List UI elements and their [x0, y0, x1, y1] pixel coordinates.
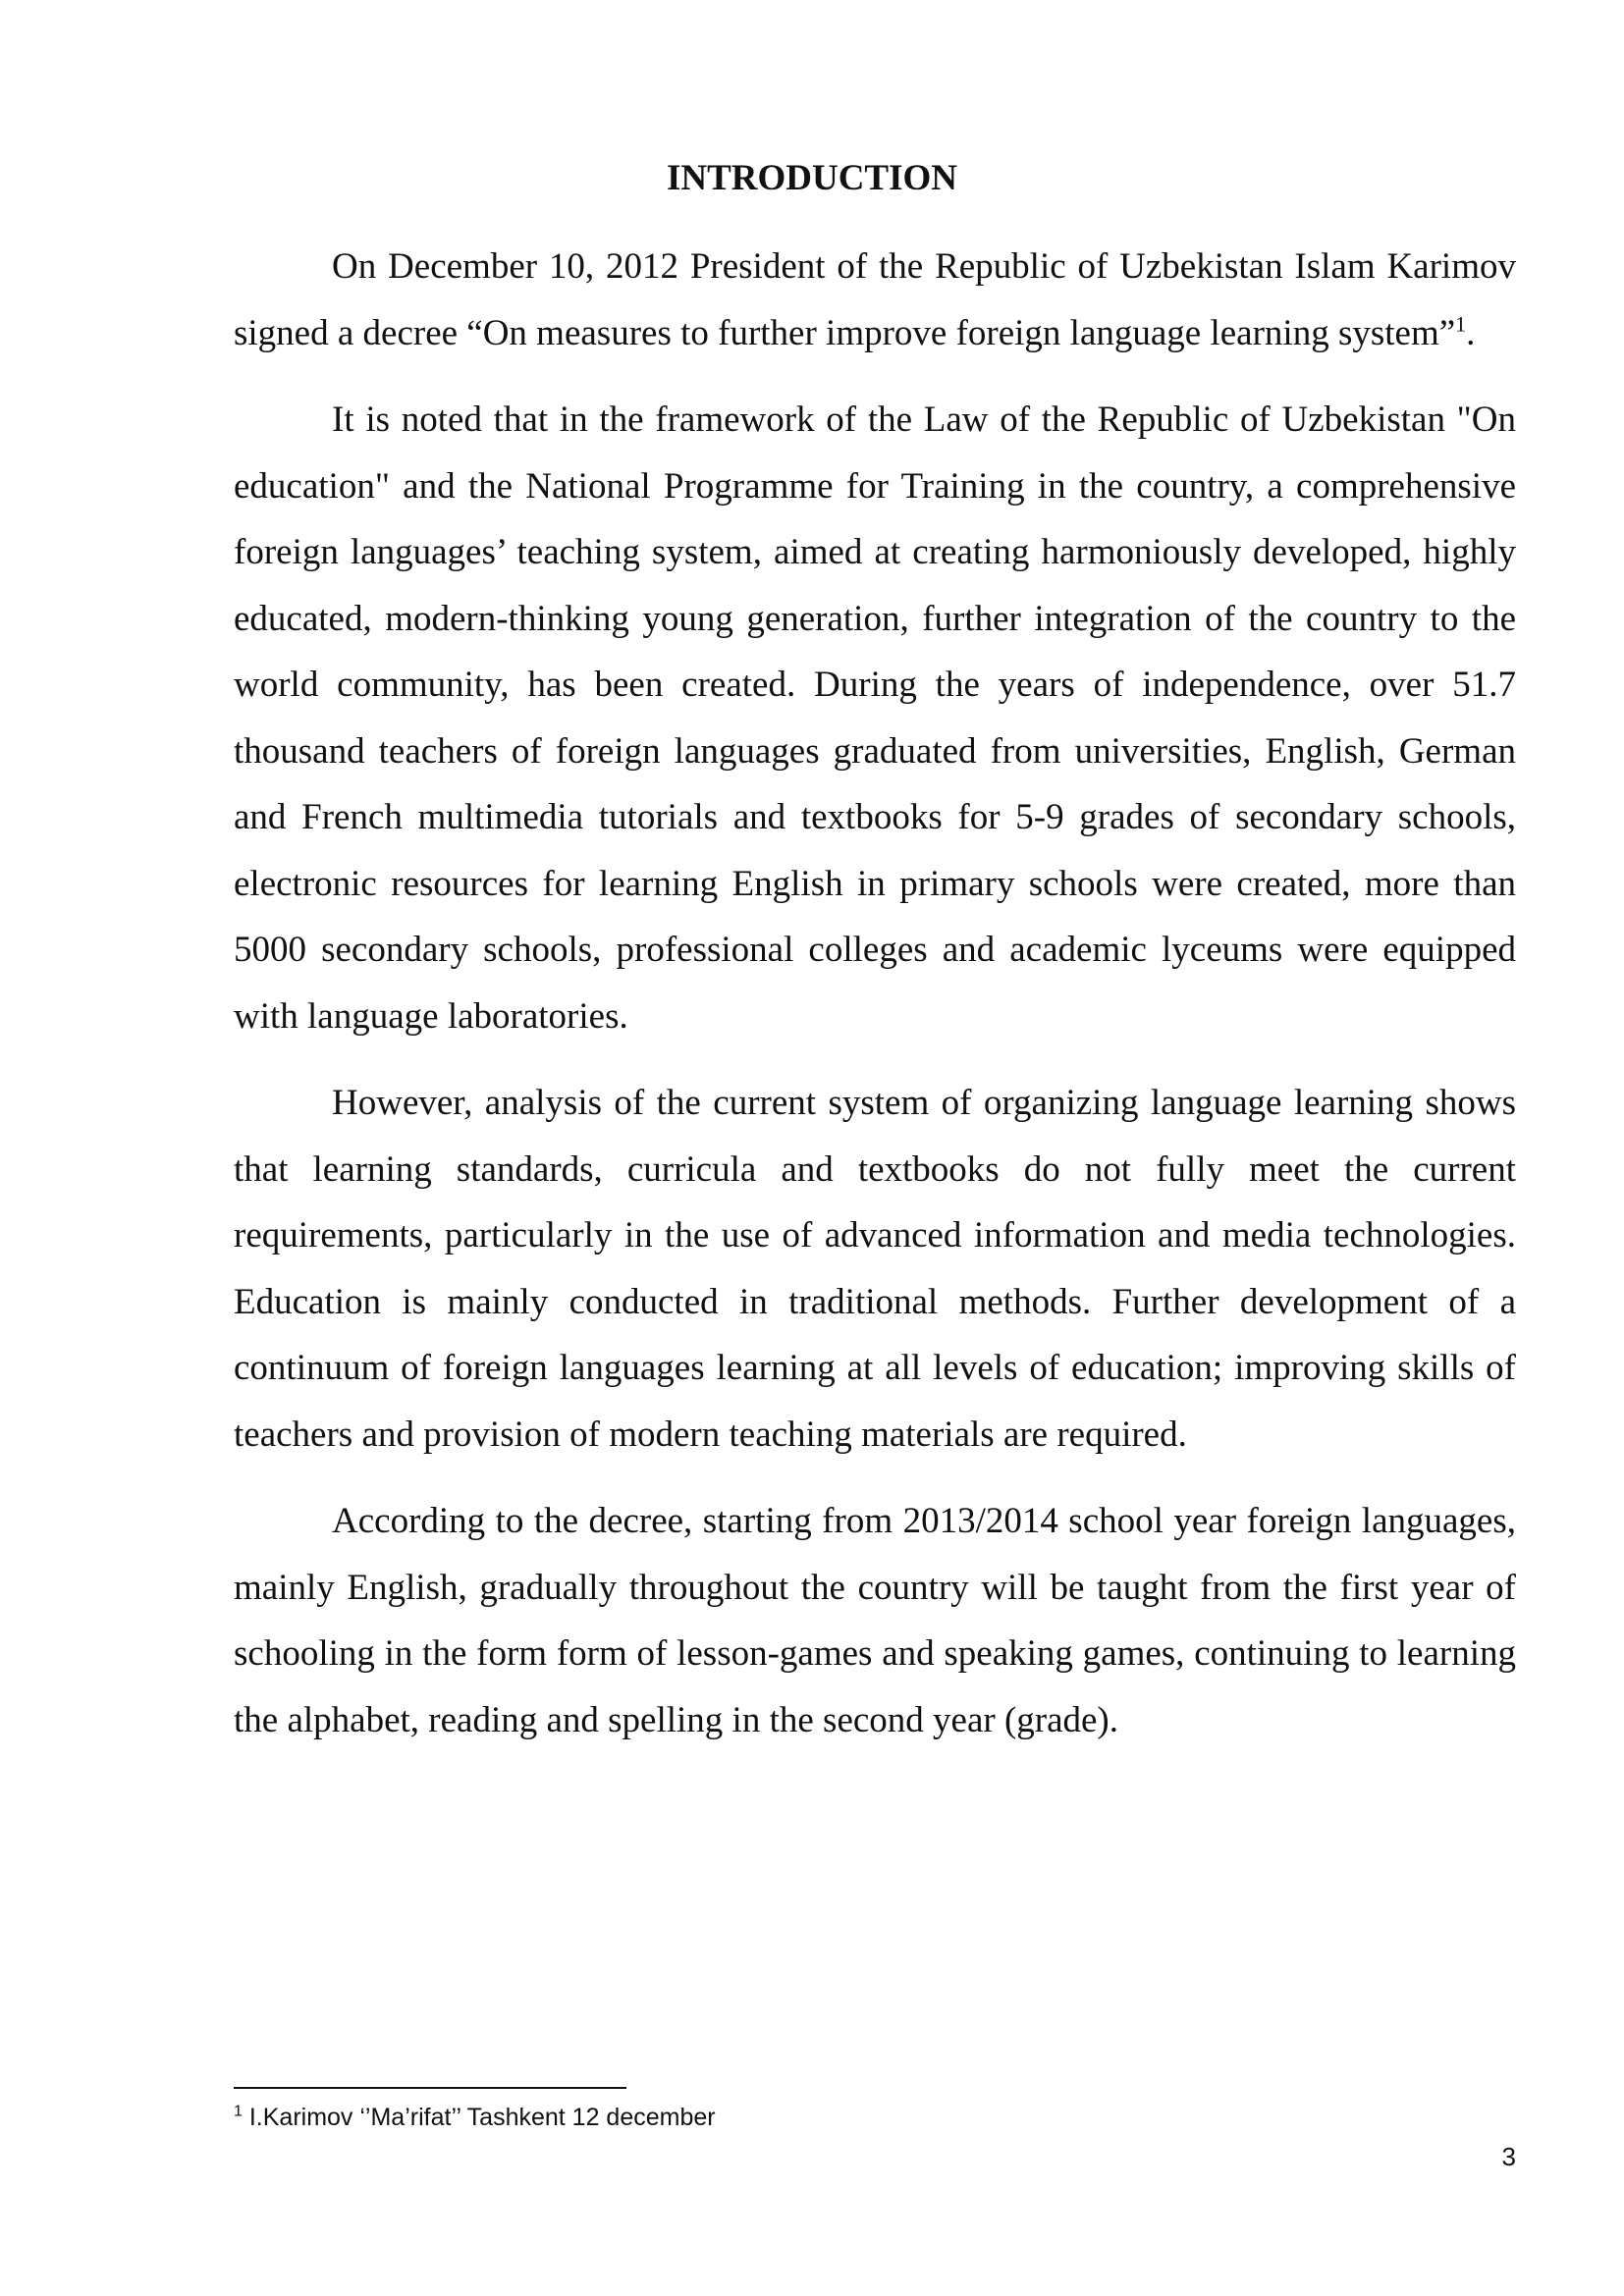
paragraph-text: It is noted that in the framework of the Law of the Republic of Uzbekistan "On education" and the National Programme for Training in the country, a comprehensive foreign languages’ teaching system, aimed at creating harmoniously developed, highly educated, modern-thinking young generation, further integration of the country to the world community, has been created. During the years of independence, over 51.7 thousand teachers of foreign languages graduated from universities, English, German and French multimedia tutorials and textbooks for 5-9 grades of secondary schools, electronic resources for learning English in primary schools were created, more than 5000 secondary schools, professional colleges and academic lyceums were equipped with language laboratories. — [234, 400, 1516, 1037]
paragraph-decree — [234, 234, 1516, 366]
page-number: 3 — [1501, 2142, 1516, 2171]
paragraph-according — [234, 1488, 1516, 1753]
footnote-divider — [234, 2087, 626, 2089]
paragraph-text: However, analysis of the current system of organizing language learning shows that learning standards, curricula and textbooks do not fully meet the current requirements, particularly in the use of advanced information and media technologies. Education is mainly conducted in traditional methods. Further development of a continuum of foreign languages learning at all levels of education; improving skills of teachers and provision of modern teaching materials are required. — [234, 1083, 1516, 1455]
paragraph-end-punctuation: . — [1466, 312, 1476, 353]
footnote-text: I.Karimov ‘’Ma’rifat’’ Tashkent 12 december — [242, 2104, 716, 2131]
paragraph-analysis — [234, 1070, 1516, 1468]
paragraph-text: According to the decree, starting from 2013/2014 school year foreign languages, mainly English, gradually throughout the country will be taught from the first year of schooling in the form form of lesson-games and speaking games, continuing to learning the alphabet, reading and spelling in the second year (grade). — [234, 1501, 1516, 1740]
footnote-reference[interactable]: 1 — [1455, 311, 1467, 337]
body-text — [234, 234, 1516, 1774]
footnote — [234, 2101, 716, 2134]
footnote-marker: 1 — [234, 2103, 243, 2120]
paragraph-framework — [234, 387, 1516, 1049]
page-title: INTRODUCTION — [666, 158, 958, 198]
paragraph-text: On December 10, 2012 President of the Republic of Uzbekistan Islam Karimov signed a decree “On measures to further improve foreign language learning system” — [234, 246, 1516, 353]
